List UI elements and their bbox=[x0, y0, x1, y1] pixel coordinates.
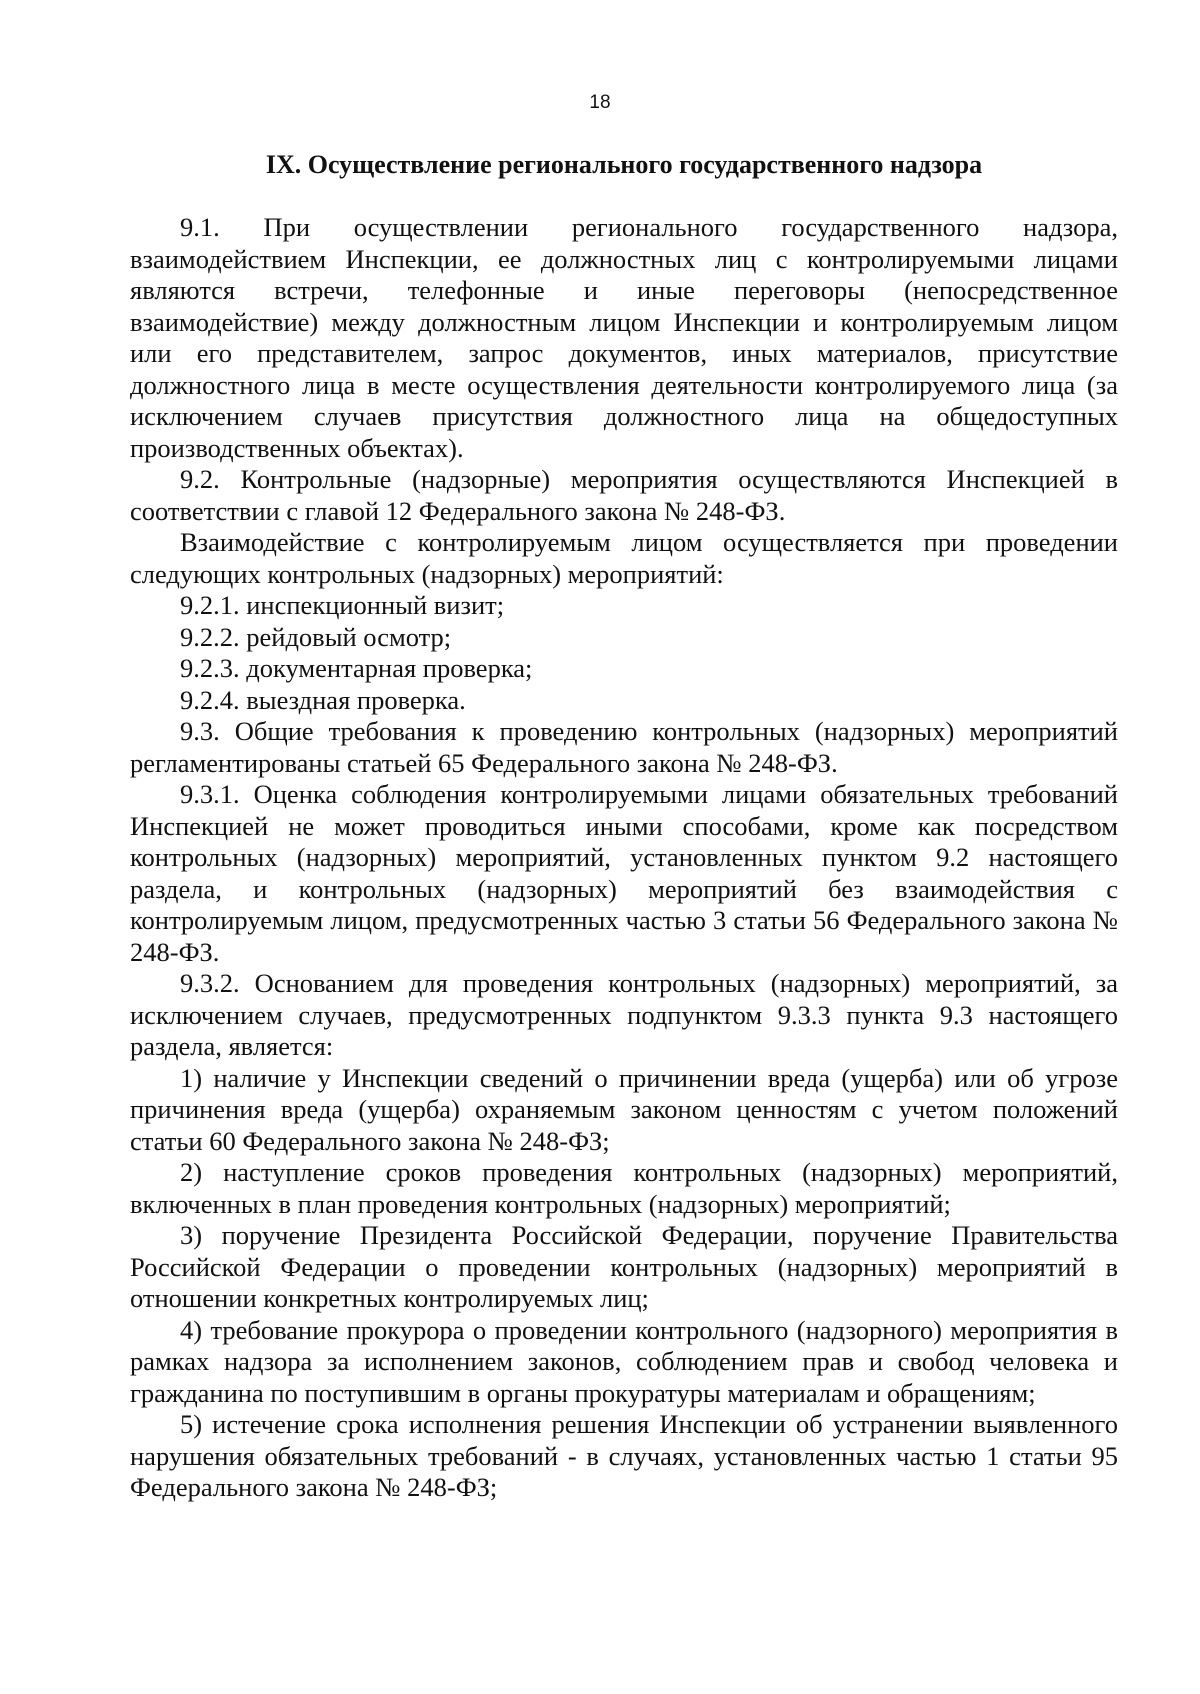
list-item-9-2-3: 9.2.3. документарная проверка; bbox=[180, 653, 533, 683]
list-item-5: 5) истечение срока исполнения решения Инспекции об устранении выявленного нарушения обязательных требований - в случаях, установленных частью 1 статьи 95 Федерального закона № 248-ФЗ; bbox=[130, 1409, 1118, 1502]
paragraph-9-1: 9.1. При осуществлении регионального государственного надзора, взаимодействием Инспекции, ее должностных лиц с контролируемыми лицами являются встречи, телефонные и иные переговоры (непосредственное взаимодействие) между должностным лицом Инспекции и контролируемым лицом или его представителем, запрос документов, иных материалов, присутствие должностного лица в месте осуществления деятельности контролируемого лица (за исключением случаев присутствия должностного лица на общедоступных производственных объектах). bbox=[130, 212, 1118, 463]
paragraph-9-3-1: 9.3.1. Оценка соблюдения контролируемыми лицами обязательных требований Инспекцией не может проводиться иными способами, кроме как посредством контрольных (надзорных) мероприятий, установленных пунктом 9.2 настоящего раздела, и контрольных (надзорных) мероприятий без взаимодействия с контролируемым лицом, предусмотренных частью 3 статьи 56 Федерального закона № 248-ФЗ. bbox=[130, 779, 1118, 967]
list-item-9-2-1: 9.2.1. инспекционный визит; bbox=[180, 590, 505, 620]
paragraph-9-3-2: 9.3.2. Основанием для проведения контрольных (надзорных) мероприятий, за исключением случаев, предусмотренных подпунктом 9.3.3 пункта 9.3 настоящего раздела, является: bbox=[130, 968, 1118, 1061]
list-item-2: 2) наступление сроков проведения контрольных (надзорных) мероприятий, включенных в план проведения контрольных (надзорных) мероприятий; bbox=[130, 1157, 1118, 1219]
body-text bbox=[130, 212, 1118, 1504]
section-title: IX. Осуществление регионального государственного надзора bbox=[265, 150, 983, 179]
paragraph-interaction: Взаимодействие с контролируемым лицом осуществляется при проведении следующих контрольных (надзорных) мероприятий: bbox=[130, 527, 1118, 589]
paragraph-9-2: 9.2. Контрольные (надзорные) мероприятия осуществляются Инспекцией в соответствии с главой 12 Федерального закона № 248-ФЗ. bbox=[130, 464, 1118, 526]
paragraph-9-3: 9.3. Общие требования к проведению контрольных (надзорных) мероприятий регламентированы статьей 65 Федерального закона № 248-ФЗ. bbox=[130, 716, 1118, 778]
list-item-9-2-2: 9.2.2. рейдовый осмотр; bbox=[180, 621, 452, 652]
list-item-4: 4) требование прокурора о проведении контрольного (надзорного) мероприятия в рамках надзора за исполнением законов, соблюдением прав и свобод человека и гражданина по поступившим в органы прокуратуры материалам и обращениям; bbox=[130, 1314, 1118, 1408]
list-item-3: 3) поручение Президента Российской Федерации, поручение Правительства Российской Федерации о проведении контрольных (надзорных) мероприятий в отношении конкретных контролируемых лиц; bbox=[130, 1220, 1118, 1313]
list-item-1: 1) наличие у Инспекции сведений о причинении вреда (ущерба) или об угрозе причинения вреда (ущерба) охраняемым законом ценностям с учетом положений статьи 60 Федерального закона № 248-ФЗ; bbox=[130, 1062, 1118, 1156]
list-item-9-2-4: 9.2.4. выездная проверка. bbox=[180, 684, 466, 715]
page-number: 18 bbox=[589, 92, 611, 113]
